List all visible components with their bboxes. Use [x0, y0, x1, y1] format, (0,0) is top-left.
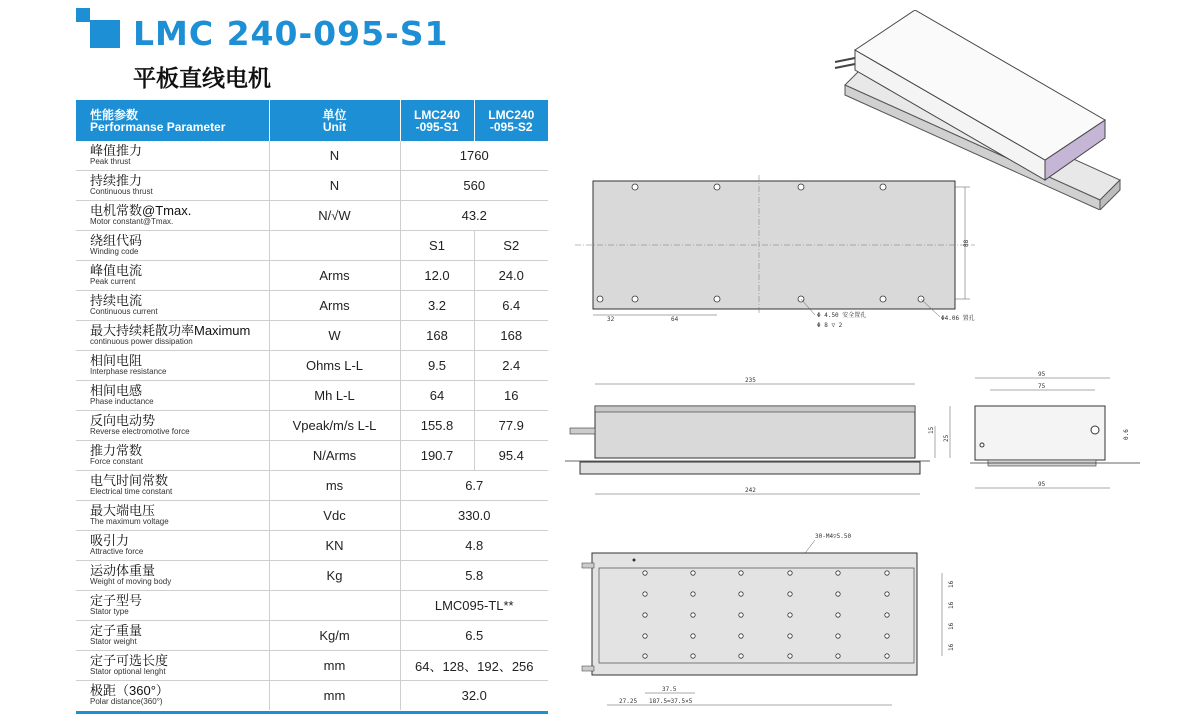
param-cn: 绕组代码	[90, 232, 143, 248]
top-dim-mid: 64	[671, 316, 679, 323]
mounting-hole	[643, 571, 647, 575]
param-cn: 推力常数	[90, 442, 143, 458]
param-cn: 持续电流	[90, 292, 143, 308]
mounting-hole	[836, 571, 840, 575]
value-cell-merged: 560	[400, 171, 548, 201]
unit-cell: N/Arms	[269, 441, 400, 471]
table-row	[76, 531, 548, 561]
value-cell-merged: 32.0	[400, 681, 548, 711]
table-row	[76, 651, 548, 681]
table-row	[76, 441, 548, 471]
value-cell-merged: 1760	[400, 141, 548, 171]
bottom-dim-v4: 16	[948, 643, 955, 651]
mounting-hole	[885, 654, 889, 658]
param-cn: 电机常数@Tmax.	[90, 202, 192, 218]
logo-small-square	[76, 8, 90, 22]
top-note-hole2: Φ 8 ▽ 2	[817, 322, 843, 329]
param-en: Stator optional lenght	[90, 666, 166, 676]
value-cell-merged: LMC095-TL**	[400, 591, 548, 621]
mounting-hole	[739, 592, 743, 596]
mounting-hole	[643, 592, 647, 596]
param-cn: 吸引力	[90, 532, 130, 548]
page-title: LMC 240-095-S1	[133, 14, 449, 53]
table-row	[76, 141, 548, 171]
top-note-hole3: Φ4.06 置孔	[941, 315, 975, 322]
side-dim-bottom: 242	[745, 487, 756, 494]
value-cell-s2: 24.0	[474, 261, 548, 291]
unit-cell: Arms	[269, 261, 400, 291]
mounting-hole	[691, 634, 695, 638]
mounting-hole	[836, 634, 840, 638]
bottom-view-drawing	[577, 528, 967, 708]
unit-cell: N/√W	[269, 201, 400, 231]
unit-cell: N	[269, 171, 400, 201]
param-cell	[76, 471, 269, 501]
param-cell	[76, 531, 269, 561]
param-en: Phase inductance	[90, 396, 154, 406]
table-row	[76, 351, 548, 381]
value-cell-s1: 9.5	[400, 351, 474, 381]
param-cn: 相间电阻	[90, 352, 143, 368]
unit-cell: Mh L-L	[269, 381, 400, 411]
mounting-hole	[643, 634, 647, 638]
param-cn: 运动体重量	[90, 562, 156, 578]
value-cell-s1: 168	[400, 321, 474, 351]
side-dim-top: 235	[745, 377, 756, 384]
param-cell	[76, 321, 269, 351]
end-dim-w3: 95	[1038, 481, 1046, 488]
value-cell-s2: 2.4	[474, 351, 548, 381]
value-cell-s1: 190.7	[400, 441, 474, 471]
param-cn: 定子重量	[90, 622, 143, 638]
value-cell-s2: 16	[474, 381, 548, 411]
side-view-drawing	[565, 376, 955, 501]
value-cell-s1: S1	[400, 231, 474, 261]
mounting-hole	[739, 571, 743, 575]
param-en: Reverse electromotive force	[90, 426, 190, 436]
param-cn: 相间电感	[90, 382, 143, 398]
unit-cell: mm	[269, 681, 400, 711]
param-cell	[76, 561, 269, 591]
end-dim-w1: 95	[1038, 371, 1046, 378]
unit-cell: Kg/m	[269, 621, 400, 651]
table-row	[76, 681, 548, 711]
mounting-hole	[691, 613, 695, 617]
value-cell-merged: 5.8	[400, 561, 548, 591]
unit-cell: KN	[269, 531, 400, 561]
value-cell-merged: 6.5	[400, 621, 548, 651]
unit-cell: ms	[269, 471, 400, 501]
param-cn: 最大端电压	[90, 502, 156, 518]
mounting-hole	[739, 654, 743, 658]
param-en: Stator weight	[90, 636, 137, 646]
mounting-hole	[643, 654, 647, 658]
table-row	[76, 171, 548, 201]
table-row	[76, 201, 548, 231]
bottom-dim-v3: 16	[948, 622, 955, 630]
bottom-dim-b: 27.25	[619, 698, 638, 705]
table-row	[76, 381, 548, 411]
unit-cell	[269, 591, 400, 621]
table-row	[76, 231, 548, 261]
mounting-hole	[739, 634, 743, 638]
value-cell-s2: 95.4	[474, 441, 548, 471]
unit-cell: Arms	[269, 291, 400, 321]
table-row	[76, 411, 548, 441]
mounting-hole	[691, 571, 695, 575]
param-en: Motor constant@Tmax.	[90, 216, 174, 226]
mounting-hole	[788, 613, 792, 617]
param-cell	[76, 651, 269, 681]
param-en: Continuous current	[90, 306, 158, 316]
unit-cell: W	[269, 321, 400, 351]
value-cell-s2: 6.4	[474, 291, 548, 321]
unit-cell: mm	[269, 651, 400, 681]
param-en: continuous power dissipation	[90, 336, 193, 346]
mounting-hole	[788, 571, 792, 575]
mounting-hole	[788, 592, 792, 596]
unit-cell: Ohms L-L	[269, 351, 400, 381]
param-cell	[76, 381, 269, 411]
header-s2: LMC240 -095-S2	[474, 100, 548, 141]
mounting-hole	[885, 613, 889, 617]
top-note-hole1: Φ 4.50 安全置孔	[817, 312, 867, 319]
unit-cell: Vdc	[269, 501, 400, 531]
param-en: Polar distance(360°)	[90, 696, 163, 706]
bottom-callout: 30-M4▽5.50	[815, 533, 852, 540]
value-cell-s1: 3.2	[400, 291, 474, 321]
side-dim-h1: 15	[928, 426, 935, 434]
top-dim-left: 32	[607, 316, 615, 323]
mounting-hole	[739, 613, 743, 617]
param-cell	[76, 501, 269, 531]
param-en: Force constant	[90, 456, 143, 466]
header-s1: LMC240 -095-S1	[400, 100, 474, 141]
param-cell	[76, 171, 269, 201]
value-cell-s2: 168	[474, 321, 548, 351]
param-en: Peak current	[90, 276, 136, 286]
value-cell-s2: 77.9	[474, 411, 548, 441]
param-en: Electrical time constant	[90, 486, 173, 496]
param-cn: 峰值推力	[90, 142, 143, 158]
param-en: Interphase resistance	[90, 366, 167, 376]
table-row	[76, 501, 548, 531]
param-en: Peak thrust	[90, 156, 131, 166]
param-cn: 反向电动势	[90, 412, 156, 428]
mounting-hole	[691, 592, 695, 596]
param-en: The maximum voltage	[90, 516, 169, 526]
mounting-hole	[836, 654, 840, 658]
value-cell-merged: 6.7	[400, 471, 548, 501]
param-en: Stator type	[90, 606, 129, 616]
logo-large-square	[90, 20, 120, 48]
value-cell-s1: 12.0	[400, 261, 474, 291]
param-cn: 电气时间常数	[90, 472, 169, 488]
param-cn: 定子可选长度	[90, 652, 169, 668]
end-view-drawing	[970, 370, 1170, 495]
table-row	[76, 561, 548, 591]
mounting-hole	[788, 634, 792, 638]
unit-cell	[269, 231, 400, 261]
bottom-dim-c: 187.5=37.5×5	[649, 698, 693, 705]
bottom-dim-a: 37.5	[662, 686, 677, 693]
param-cell	[76, 261, 269, 291]
value-cell-s1: 155.8	[400, 411, 474, 441]
table-row	[76, 621, 548, 651]
end-dim-h: 0.6	[1123, 429, 1130, 440]
param-cell	[76, 411, 269, 441]
table-row	[76, 591, 548, 621]
value-cell-merged: 64、128、192、256	[400, 651, 548, 681]
spec-table	[76, 100, 548, 710]
header-param: 性能参数 Performanse Parameter	[76, 100, 269, 141]
value-cell-s1: 64	[400, 381, 474, 411]
bottom-dim-v1: 16	[948, 580, 955, 588]
unit-cell: N	[269, 141, 400, 171]
top-view-drawing	[575, 175, 995, 335]
table-row	[76, 291, 548, 321]
param-cn: 定子型号	[90, 592, 143, 608]
param-cn: 峰值电流	[90, 262, 143, 278]
value-cell-merged: 4.8	[400, 531, 548, 561]
table-row	[76, 471, 548, 501]
param-en: Winding code	[90, 246, 139, 256]
param-cell	[76, 201, 269, 231]
param-cell	[76, 351, 269, 381]
mounting-hole	[885, 634, 889, 638]
param-cell	[76, 231, 269, 261]
mounting-hole	[836, 592, 840, 596]
unit-cell: Kg	[269, 561, 400, 591]
header-unit: 单位 Unit	[269, 100, 400, 141]
param-cell	[76, 591, 269, 621]
page-subtitle: 平板直线电机	[133, 65, 271, 91]
param-cell	[76, 441, 269, 471]
mounting-hole	[836, 613, 840, 617]
mounting-hole	[691, 654, 695, 658]
end-dim-w2: 75	[1038, 383, 1046, 390]
param-en: Weight of moving body	[90, 576, 172, 586]
mounting-hole	[643, 613, 647, 617]
mounting-hole	[885, 592, 889, 596]
param-en: Continuous thrust	[90, 186, 153, 196]
mounting-hole	[788, 654, 792, 658]
param-cn: 最大持续耗散功率Maximum	[90, 322, 251, 338]
bottom-dim-v2: 16	[948, 601, 955, 609]
param-cn: 持续推力	[90, 172, 143, 188]
unit-cell: Vpeak/m/s L-L	[269, 411, 400, 441]
table-row	[76, 321, 548, 351]
value-cell-merged: 43.2	[400, 201, 548, 231]
param-cell	[76, 681, 269, 711]
param-cell	[76, 141, 269, 171]
param-cell	[76, 291, 269, 321]
side-dim-h2: 25	[943, 434, 950, 442]
spec-table-header	[76, 100, 548, 141]
param-en: Attractive force	[90, 546, 144, 556]
table-bottom-rule	[76, 711, 548, 714]
param-cell	[76, 621, 269, 651]
table-row	[76, 261, 548, 291]
param-cn: 极距（360°）	[90, 682, 169, 698]
value-cell-merged: 330.0	[400, 501, 548, 531]
top-dim-height: 88	[963, 239, 970, 247]
value-cell-s2: S2	[474, 231, 548, 261]
mounting-hole	[885, 571, 889, 575]
